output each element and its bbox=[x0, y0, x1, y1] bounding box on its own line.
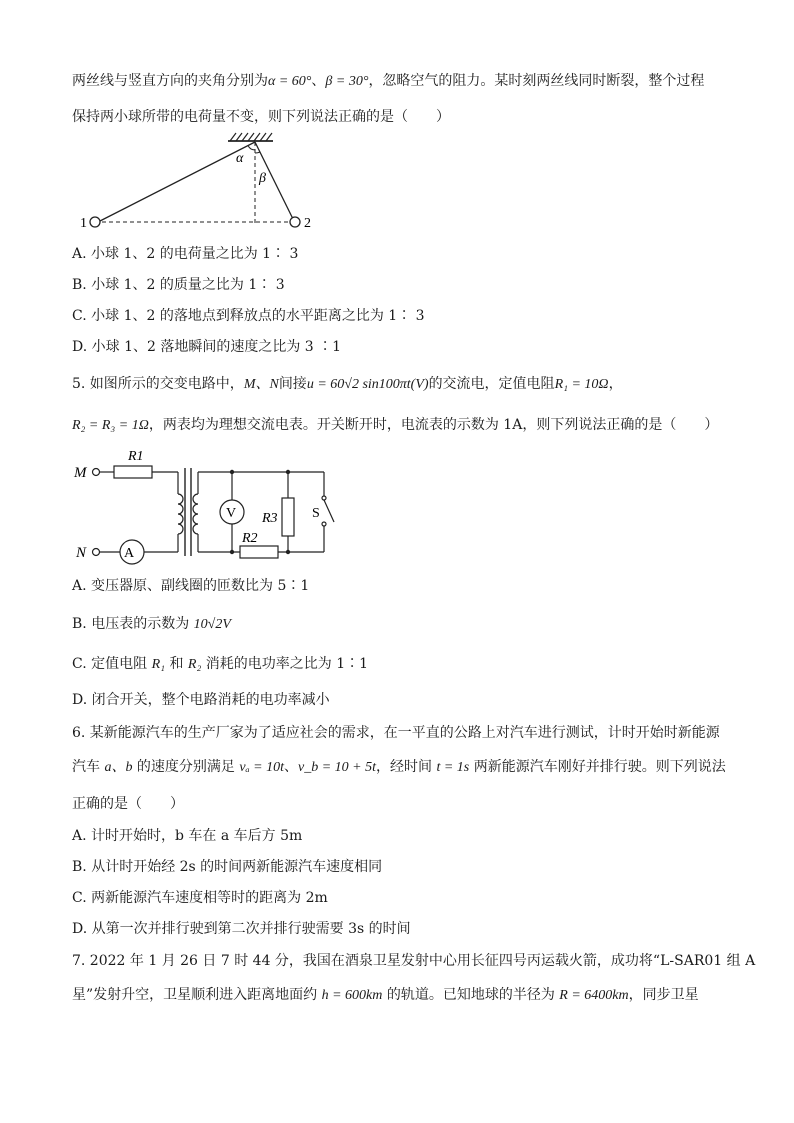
label-s: S bbox=[312, 506, 320, 521]
q5-text: 间接 bbox=[278, 376, 307, 392]
q6-option-a: A. 计时开始时，b 车在 a 车后方 5m bbox=[72, 828, 303, 844]
q5-option-c-text: C. 定值电阻 bbox=[72, 656, 152, 672]
beta-label: β bbox=[259, 171, 266, 186]
label-v: V bbox=[226, 506, 237, 521]
q4-option-c: C. 小球 1、2 的落地点到释放点的水平距离之比为 1∶ 3 bbox=[72, 308, 425, 324]
q5-option-b bbox=[72, 614, 231, 635]
alpha-label: α bbox=[236, 151, 244, 166]
va-expression: vₐ = 10t bbox=[239, 760, 285, 775]
q6-option-b: B. 从计时开始经 2s 的时间两新能源汽车速度相同 bbox=[72, 859, 383, 875]
q4-option-a: A. 小球 1、2 的电荷量之比为 1∶ 3 bbox=[72, 246, 299, 262]
label-m: M bbox=[74, 465, 87, 481]
ball-2 bbox=[290, 217, 300, 227]
q5-option-d: D. 闭合开关，整个电路消耗的电功率减小 bbox=[72, 692, 330, 708]
q4-text: 两丝线与竖直方向的夹角分别为 bbox=[72, 73, 268, 89]
terminal-n bbox=[93, 549, 100, 556]
resistor-r2 bbox=[240, 546, 278, 558]
q6-text: 的速度分别满足 bbox=[132, 759, 240, 775]
q7-line-1: 7. 2022 年 1 月 26 日 7 时 44 分，我国在酒泉卫星发射中心用长征四号丙运载火箭，成功将“L-SAR01 组 A bbox=[72, 953, 756, 969]
orbit-height: h = 600km bbox=[321, 988, 383, 1003]
label-a: A bbox=[124, 546, 135, 561]
label-n: N bbox=[76, 545, 87, 561]
ball-2-label: 2 bbox=[304, 216, 311, 231]
ceiling-hatch bbox=[230, 133, 272, 141]
q5-text: ，两表均为理想交流电表。开关断开时，电流表的示数为 1A，则下列说法正确的是（ ） bbox=[148, 417, 719, 433]
vb-expression: v_b = 10 + 5t bbox=[298, 760, 377, 775]
ball-1 bbox=[90, 217, 100, 227]
q6-option-d: D. 从第一次并排行驶到第二次并排行驶需要 3s 的时间 bbox=[72, 921, 411, 937]
r1-value: R₁ = 10Ω bbox=[554, 377, 609, 392]
switch-s bbox=[324, 500, 334, 522]
voltage-expression: u = 60√2 sin100πt(V) bbox=[306, 377, 429, 392]
q4-text: ，忽略空气的阻力。某时刻两丝线同时断裂，整个过程 bbox=[368, 73, 705, 89]
q4-line-2: 保持两小球所带的电荷量不变，则下列说法正确的是（ ） bbox=[72, 109, 450, 125]
r2-symbol: R₂ bbox=[187, 657, 202, 672]
q6-text: 两新能源汽车刚好并排行驶。则下列说法 bbox=[469, 759, 726, 775]
q6-text: 汽车 bbox=[72, 759, 105, 775]
resistor-r3 bbox=[282, 498, 294, 536]
q5-option-a: A. 变压器原、副线圈的匝数比为 5∶1 bbox=[72, 578, 310, 594]
resistor-r1 bbox=[114, 466, 152, 478]
car-labels: a、b bbox=[104, 760, 133, 775]
q7-text: ，同步卫星 bbox=[628, 987, 699, 1003]
q5-option-b-text: B. 电压表的示数为 bbox=[72, 616, 194, 632]
q5-text: ， bbox=[608, 376, 623, 392]
q6-line-3: 正确的是（ ） bbox=[72, 796, 184, 812]
q7-text: 星”发射升空，卫星顺利进入距离地面约 bbox=[72, 987, 322, 1003]
q5-option-c bbox=[72, 654, 368, 675]
q5-option-c-text: 消耗的电功率之比为 1∶1 bbox=[201, 656, 369, 672]
r2-r3-value: R₂ = R₃ = 1Ω bbox=[72, 418, 149, 433]
thread-1 bbox=[98, 142, 255, 222]
q4-option-b: B. 小球 1、2 的质量之比为 1∶ 3 bbox=[72, 277, 285, 293]
q5-line-2 bbox=[72, 415, 718, 436]
q5-line-1 bbox=[72, 374, 623, 395]
q4-line-1 bbox=[72, 71, 704, 92]
label-r2: R2 bbox=[242, 531, 258, 546]
q5-text: 的交流电，定值电阻 bbox=[428, 376, 555, 392]
q6-option-c: C. 两新能源汽车速度相等时的距离为 2m bbox=[72, 890, 328, 906]
q5-option-c-text: 和 bbox=[165, 656, 188, 672]
primary-coil bbox=[178, 494, 183, 534]
voltmeter-reading: 10√2V bbox=[193, 617, 231, 632]
time-value: t = 1s bbox=[436, 760, 470, 775]
r1-symbol: R₁ bbox=[151, 657, 165, 672]
q6-line-1: 6. 某新能源汽车的生产厂家为了适应社会的需求，在一平直的公路上对汽车进行测试，计时开始时新能源 bbox=[72, 725, 720, 741]
earth-radius: R = 6400km bbox=[559, 988, 629, 1003]
beta-value: β = 30° bbox=[325, 74, 369, 89]
label-r3: R3 bbox=[262, 511, 278, 526]
label-r1: R1 bbox=[128, 449, 144, 464]
q6-line-2 bbox=[72, 757, 726, 778]
q7-line-2 bbox=[72, 985, 699, 1006]
q5-text: 5. 如图所示的交变电路中， bbox=[72, 376, 244, 392]
alpha-value: α = 60° bbox=[268, 74, 312, 89]
beta-arc bbox=[255, 152, 260, 153]
mn-label: M、N bbox=[243, 377, 279, 392]
secondary-coil bbox=[193, 494, 198, 534]
terminal-m bbox=[93, 469, 100, 476]
q4-option-d: D. 小球 1、2 落地瞬间的速度之比为 3 ∶1 bbox=[72, 339, 342, 355]
q5-circuit-figure bbox=[72, 446, 342, 570]
separator: 、 bbox=[311, 73, 326, 89]
ball-1-label: 1 bbox=[80, 216, 87, 231]
q7-text: 的轨道。已知地球的半径为 bbox=[382, 987, 560, 1003]
q4-pendulum-figure bbox=[78, 132, 328, 236]
alpha-arc bbox=[248, 146, 255, 151]
q6-text: ，经时间 bbox=[376, 759, 437, 775]
q6-text: 、 bbox=[284, 759, 299, 775]
